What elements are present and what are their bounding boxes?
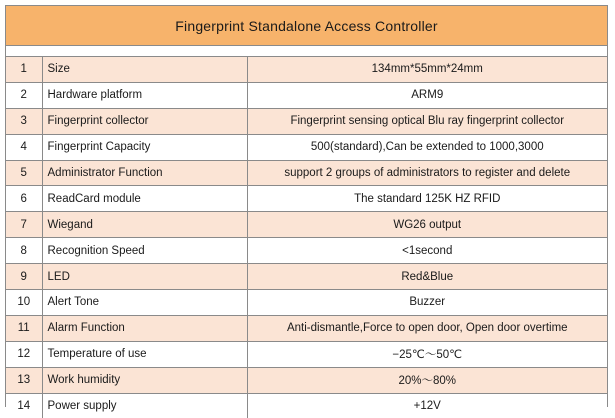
table-row: [6, 160, 607, 186]
table-row: [6, 108, 607, 134]
spec-value: WG26 output: [247, 212, 607, 238]
row-number: 8: [6, 238, 42, 264]
table-row: [6, 290, 607, 316]
table-row: [6, 82, 607, 108]
spec-name: Alert Tone: [42, 290, 247, 316]
row-number: 11: [6, 315, 42, 341]
spec-table: [6, 57, 607, 418]
spec-value: ARM9: [247, 82, 607, 108]
row-number: 13: [6, 367, 42, 393]
spec-name: LED: [42, 264, 247, 290]
row-number: 10: [6, 290, 42, 316]
spec-sheet: [5, 5, 608, 413]
table-row: [6, 315, 607, 341]
row-number: 5: [6, 160, 42, 186]
spec-name: Administrator Function: [42, 160, 247, 186]
table-row: [6, 57, 607, 82]
spec-title: Fingerprint Standalone Access Controller: [6, 6, 607, 46]
row-number: 12: [6, 341, 42, 367]
table-row: [6, 186, 607, 212]
spec-value: The standard 125K HZ RFID: [247, 186, 607, 212]
table-row: [6, 134, 607, 160]
table-row: [6, 393, 607, 418]
spec-value: Red&Blue: [247, 264, 607, 290]
row-number: 9: [6, 264, 42, 290]
spec-value: Anti-dismantle,Force to open door, Open door overtime: [247, 315, 607, 341]
spec-value: Fingerprint sensing optical Blu ray fingerprint collector: [247, 108, 607, 134]
spec-name: ReadCard module: [42, 186, 247, 212]
spec-name: Power supply: [42, 393, 247, 418]
row-number: 3: [6, 108, 42, 134]
table-row: [6, 341, 607, 367]
spec-name: Alarm Function: [42, 315, 247, 341]
spec-name: Fingerprint collector: [42, 108, 247, 134]
spec-name: Hardware platform: [42, 82, 247, 108]
title-spacer: [6, 46, 607, 57]
row-number: 1: [6, 57, 42, 82]
table-row: [6, 238, 607, 264]
row-number: 7: [6, 212, 42, 238]
table-row: [6, 212, 607, 238]
table-row: [6, 264, 607, 290]
spec-value: support 2 groups of administrators to register and delete: [247, 160, 607, 186]
row-number: 2: [6, 82, 42, 108]
spec-name: Wiegand: [42, 212, 247, 238]
spec-value: <1second: [247, 238, 607, 264]
row-number: 6: [6, 186, 42, 212]
table-row: [6, 367, 607, 393]
spec-value: 20%～80%: [247, 367, 607, 393]
row-number: 14: [6, 393, 42, 418]
spec-name: Temperature of use: [42, 341, 247, 367]
row-number: 4: [6, 134, 42, 160]
spec-value: Buzzer: [247, 290, 607, 316]
spec-name: Recognition Speed: [42, 238, 247, 264]
spec-value: −25℃～50℃: [247, 341, 607, 367]
spec-value: +12V: [247, 393, 607, 418]
spec-value: 500(standard),Can be extended to 1000,3000: [247, 134, 607, 160]
spec-name: Fingerprint Capacity: [42, 134, 247, 160]
spec-name: Size: [42, 57, 247, 82]
spec-value: 134mm*55mm*24mm: [247, 57, 607, 82]
spec-name: Work humidity: [42, 367, 247, 393]
